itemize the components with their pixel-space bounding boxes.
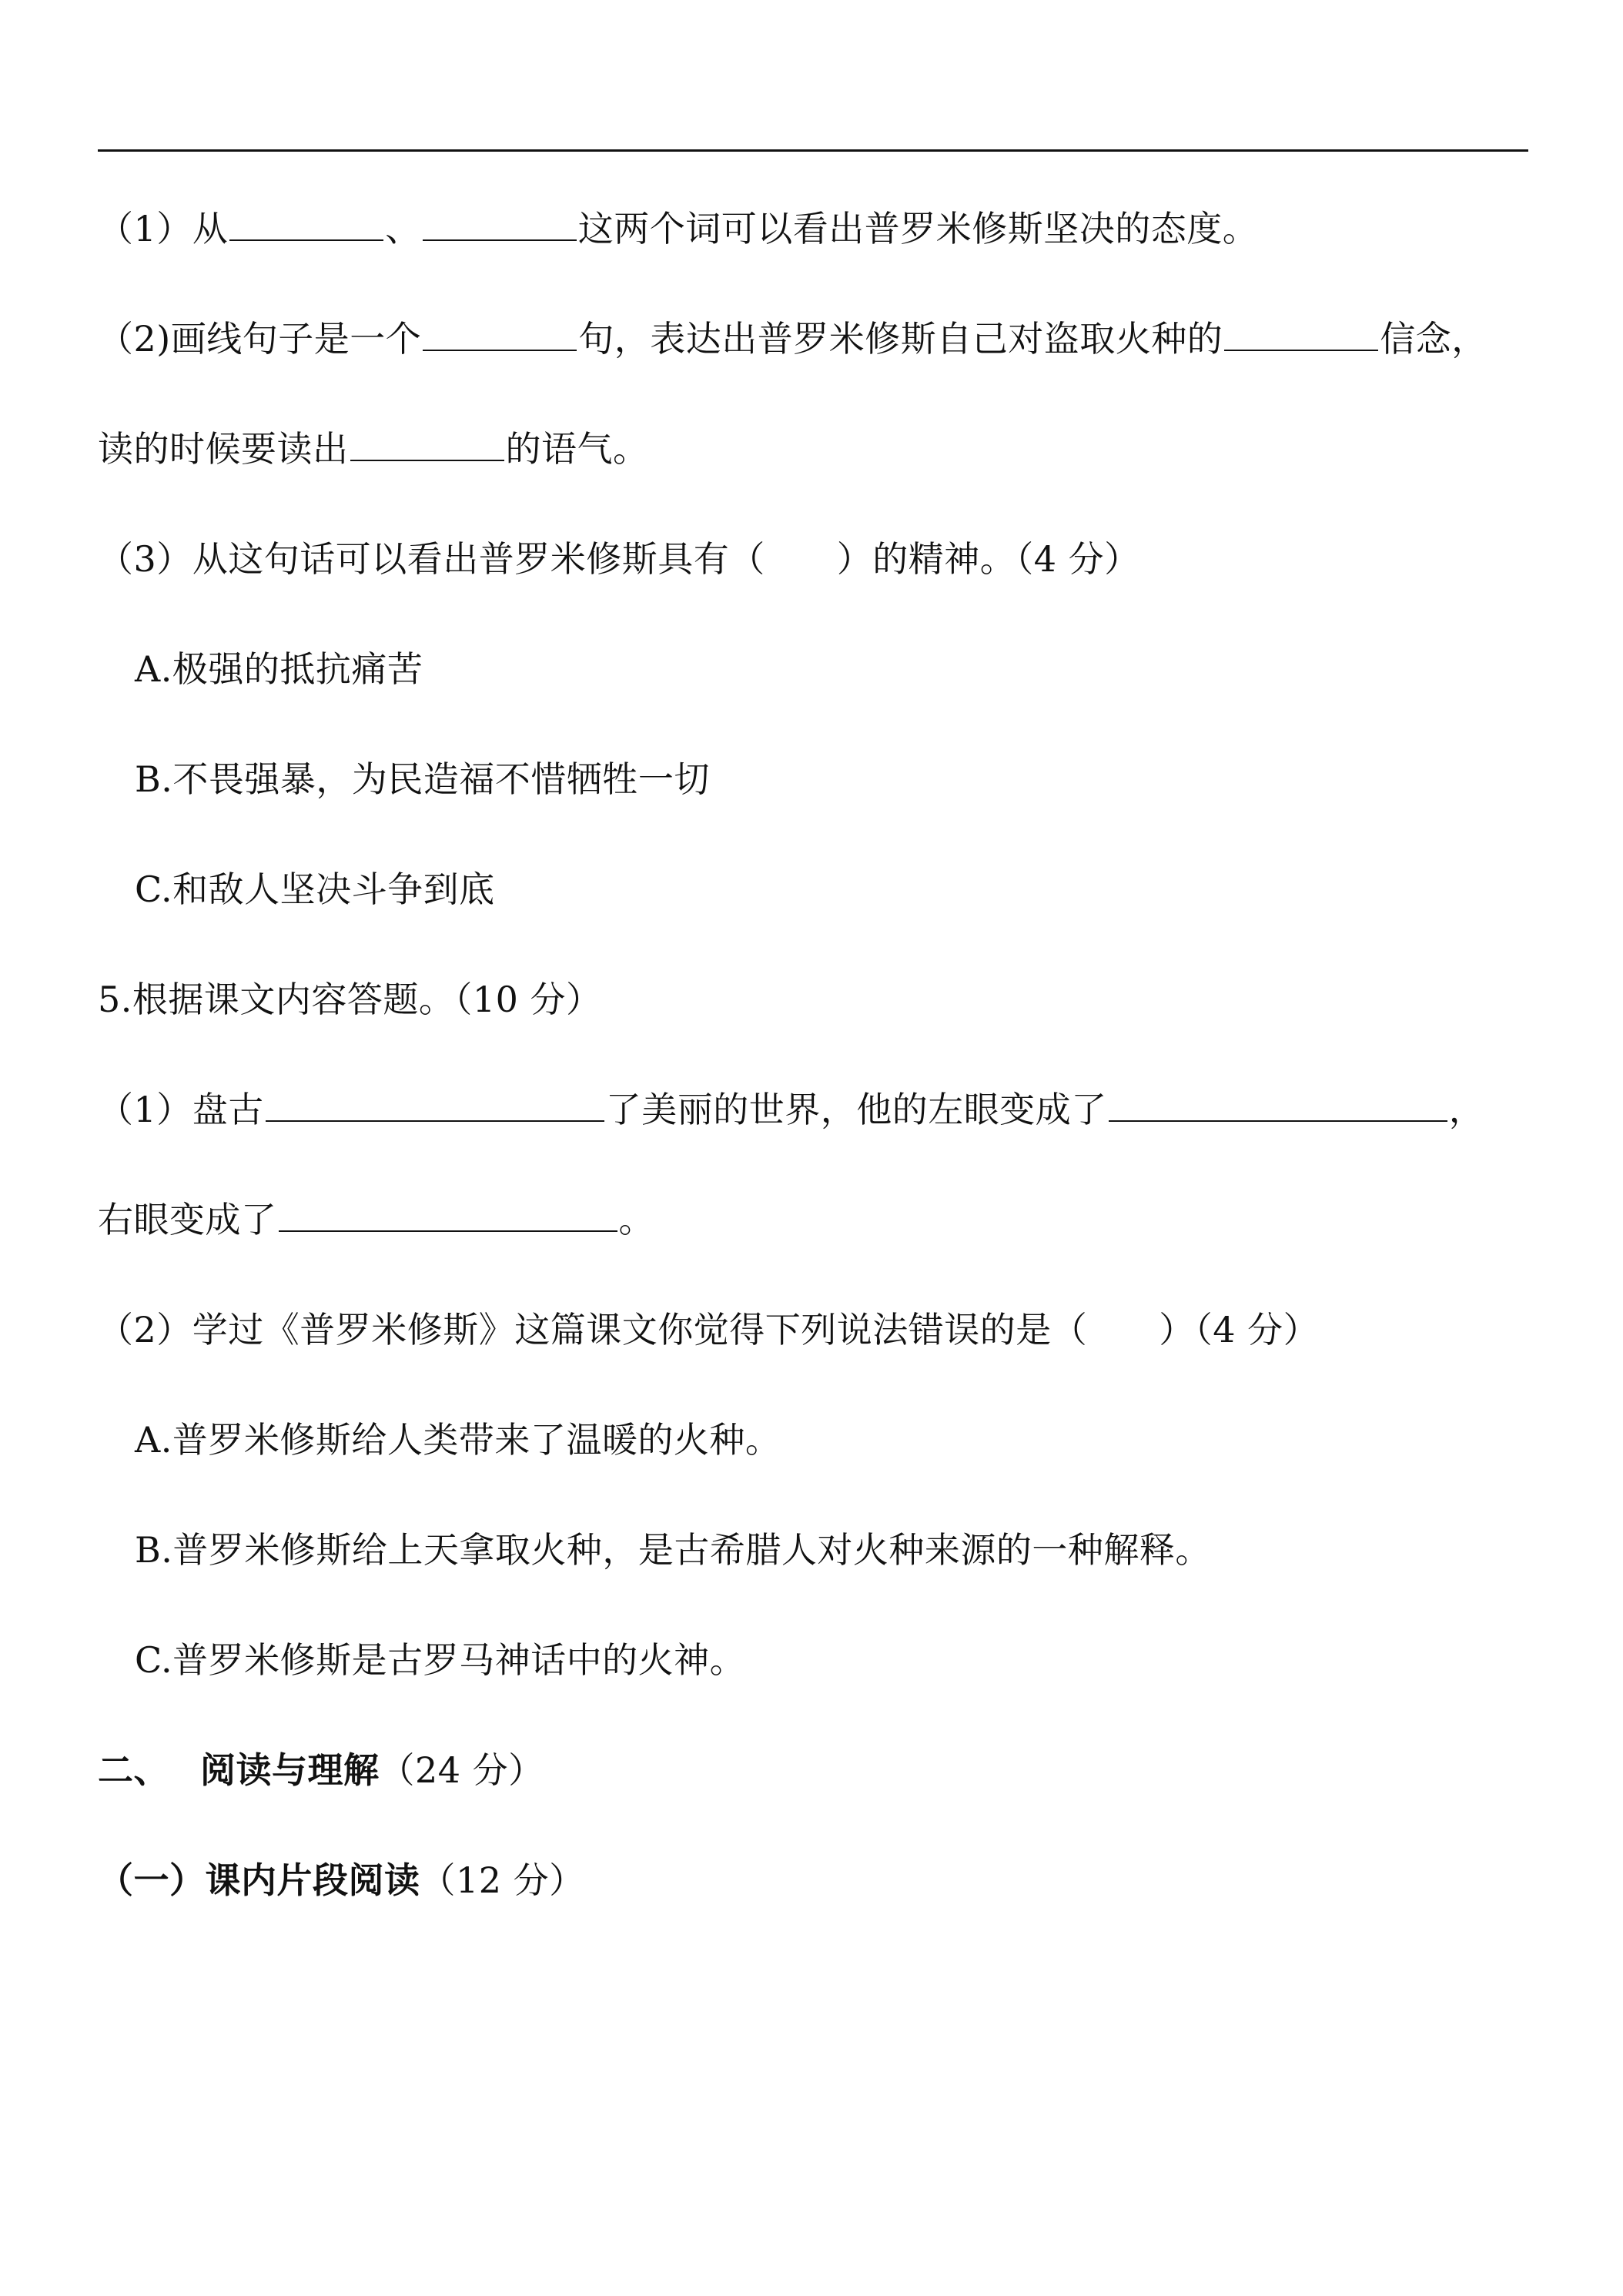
answer-blank[interactable] — [1109, 1086, 1447, 1122]
q5-title: 5.根据课文内容答题。（10 分） — [98, 979, 602, 1020]
q4-option-c[interactable]: C.和敌人坚决斗争到底 — [135, 869, 495, 910]
answer-blank[interactable] — [1224, 316, 1378, 351]
answer-blank[interactable] — [266, 1086, 604, 1122]
q4-option-a[interactable]: A.极强的抵抗痛苦 — [135, 648, 423, 690]
q4-sub3: （3）从这句话可以看出普罗米修斯具有（ ）的精神。（4 分） — [98, 538, 1140, 580]
answer-blank[interactable] — [423, 206, 577, 241]
q4-option-b[interactable]: B.不畏强暴，为民造福不惜牺牲一切 — [135, 758, 710, 800]
answer-blank[interactable] — [423, 316, 577, 351]
subsection-title: （一）课内片段阅读 — [98, 1859, 420, 1901]
q5-option-b[interactable]: B.普罗米修斯给上天拿取火种，是古希腊人对火种来源的一种解释。 — [135, 1529, 1211, 1571]
q4-sub2-cont: 读的时候要读出 的语气。 — [98, 422, 649, 476]
section-score: （24 分） — [379, 1749, 544, 1791]
q5-sub1: （1）盘古 了美丽的世界，他的左眼变成了 ， — [98, 1083, 1484, 1136]
q5-sub1-cont: 右眼变成了 。 — [98, 1193, 654, 1247]
section-title: 阅读与理解 — [200, 1749, 380, 1791]
section-heading — [98, 1743, 544, 1797]
section-number: 二、 — [98, 1749, 169, 1791]
q4-sub1: （1）从 、 这两个词可以看出普罗米修斯坚决的态度。 — [98, 202, 1258, 256]
subsection-heading — [98, 1853, 585, 1907]
header-rule — [98, 149, 1528, 152]
answer-blank[interactable] — [350, 426, 504, 461]
q5-option-a[interactable]: A.普罗米修斯给人类带来了温暖的火种。 — [135, 1419, 781, 1461]
q5-option-c[interactable]: C.普罗米修斯是古罗马神话中的火神。 — [135, 1639, 746, 1681]
q4-sub2: （2)画线句子是一个 句，表达出普罗米修斯自己对盗取火种的 信念， — [98, 312, 1487, 366]
answer-blank[interactable] — [229, 206, 383, 241]
q5-sub2: （2）学过《普罗米修斯》这篇课文你觉得下列说法错误的是（ ）（4 分） — [98, 1309, 1320, 1350]
answer-blank[interactable] — [279, 1197, 617, 1232]
subsection-score: （12 分） — [420, 1859, 585, 1901]
